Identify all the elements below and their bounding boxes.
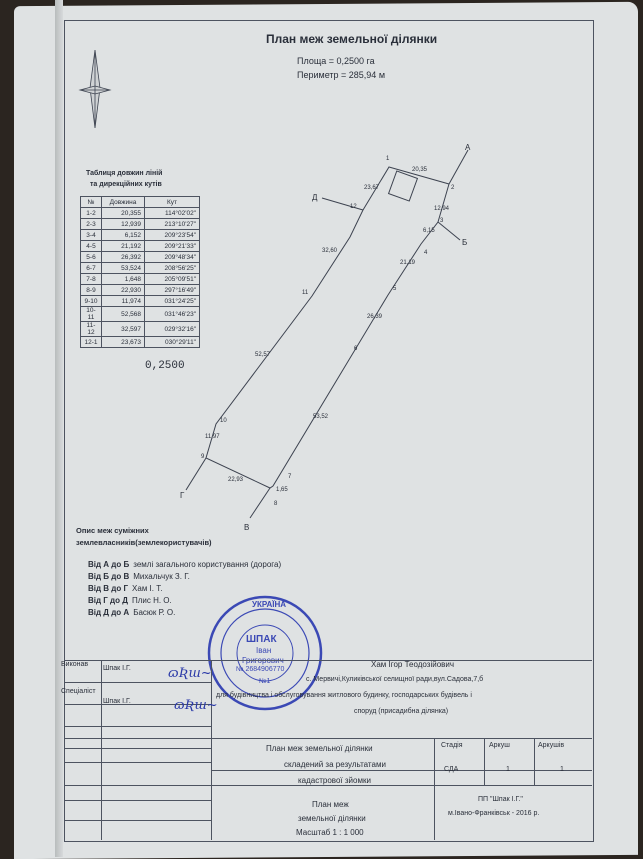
table-row bbox=[81, 219, 200, 230]
length-table bbox=[80, 196, 200, 348]
table-row bbox=[81, 296, 200, 307]
pt-5: 5 bbox=[393, 286, 397, 292]
neighbor-a: А bbox=[465, 143, 471, 152]
role-executor: Виконав bbox=[61, 661, 89, 668]
len-2-3: 12,94 bbox=[434, 206, 450, 212]
table-cell: 6,152 bbox=[102, 230, 145, 241]
table-cell: 21,192 bbox=[102, 241, 145, 252]
desc-title-line2: землевласників(землекористувачів) bbox=[76, 538, 212, 547]
role-specialist: Спеціаліст bbox=[61, 688, 96, 695]
pt-2: 2 bbox=[451, 185, 455, 191]
value-sheet: 1 bbox=[506, 766, 510, 773]
table-cell: 53,524 bbox=[102, 263, 145, 274]
table-cell: 20,355 bbox=[102, 208, 145, 219]
neighbor-desc-owner: землі загального користування (дорога) bbox=[133, 560, 282, 569]
table-cell: 11-12 bbox=[81, 322, 102, 337]
table-cell: 209°21'33" bbox=[145, 241, 200, 252]
table-cell: 031°46'23" bbox=[145, 307, 200, 322]
neighbor-line-d bbox=[322, 198, 363, 210]
table-cell: 32,597 bbox=[102, 322, 145, 337]
pt-8: 8 bbox=[274, 501, 278, 507]
parcel-area-label: 0,2500 bbox=[145, 360, 185, 372]
table-cell: 3-4 bbox=[81, 230, 102, 241]
table-cell: 2-3 bbox=[81, 219, 102, 230]
table-cell: 10-11 bbox=[81, 307, 102, 322]
table-cell: 1-2 bbox=[81, 208, 102, 219]
pt-9: 9 bbox=[201, 454, 205, 460]
neighbor-desc-range: Від В до Г bbox=[88, 584, 129, 593]
table-header: № bbox=[81, 197, 102, 208]
table-caption-line2: та дирекційних кутів bbox=[90, 181, 162, 188]
pt-12: 12 bbox=[350, 204, 357, 210]
pt-4: 4 bbox=[424, 250, 428, 256]
neighbor-g: Г bbox=[180, 491, 185, 500]
table-row bbox=[81, 307, 200, 322]
table-row bbox=[81, 230, 200, 241]
table-cell: 209°23'54" bbox=[145, 230, 200, 241]
table-caption bbox=[86, 168, 162, 190]
table-cell: 4-5 bbox=[81, 241, 102, 252]
neighbor-desc-row bbox=[88, 584, 162, 593]
len-6-7: 53,52 bbox=[313, 414, 329, 420]
desc-title-line1: Опис меж суміжних bbox=[76, 526, 149, 535]
table-cell: 5-6 bbox=[81, 252, 102, 263]
table-cell: 8-9 bbox=[81, 285, 102, 296]
pt-6: 6 bbox=[354, 346, 358, 352]
city-year: м.Івано-Франківськ - 2016 р. bbox=[448, 810, 540, 817]
signature-icon: ɷƦш~ bbox=[168, 666, 212, 681]
value-stage: СДА bbox=[444, 766, 459, 773]
stamp-firstname: Іван bbox=[256, 646, 272, 655]
doc-name-line2: складений за результатами bbox=[284, 760, 386, 769]
pt-7: 7 bbox=[288, 474, 292, 480]
table-cell: 9-10 bbox=[81, 296, 102, 307]
table-row bbox=[81, 285, 200, 296]
len-8-9: 22,93 bbox=[228, 477, 244, 483]
purpose-line1: для будівництва і обслуговування житлового будинку, господарських будівель і bbox=[216, 692, 472, 699]
perimeter-value: Периметр = 285,94 м bbox=[297, 70, 386, 80]
len-9-10: 11,97 bbox=[205, 434, 220, 440]
table-cell: 114°02'02" bbox=[145, 208, 200, 219]
table-header: Довжина bbox=[102, 197, 145, 208]
neighbor-desc-range: Від Г до Д bbox=[88, 596, 128, 605]
stamp-number: №1 bbox=[259, 678, 271, 685]
neighbor-b: Б bbox=[462, 238, 468, 247]
neighbor-desc-row bbox=[88, 572, 190, 581]
pt-3: 3 bbox=[440, 218, 444, 224]
table-header: Кут bbox=[145, 197, 200, 208]
pt-1: 1 bbox=[386, 156, 390, 162]
neighbor-desc-row bbox=[88, 560, 281, 569]
parcel-outline bbox=[206, 167, 449, 488]
north-arrow-icon bbox=[80, 50, 110, 128]
table-row bbox=[81, 241, 200, 252]
neighbor-desc-row bbox=[88, 596, 172, 605]
table-cell: 031°24'25" bbox=[145, 296, 200, 307]
organization: ПП "Шпак І.Г." bbox=[478, 796, 523, 803]
neighbor-v: В bbox=[244, 523, 250, 532]
stamp-patronymic: Григорович bbox=[242, 656, 284, 665]
table-row bbox=[81, 252, 200, 263]
plan-label-line1: План меж bbox=[312, 800, 349, 809]
doc-name-line3: кадастрової зйомки bbox=[298, 776, 371, 785]
document-title: План меж земельної ділянки bbox=[266, 32, 438, 46]
table-cell: 030°29'11" bbox=[145, 337, 200, 348]
len-1-2: 20,35 bbox=[412, 167, 428, 173]
neighbor-desc-range: Від Д до А bbox=[88, 608, 130, 617]
table-row bbox=[81, 322, 200, 337]
plan-label-line2: земельної ділянки bbox=[298, 814, 366, 823]
neighbor-line-b bbox=[438, 222, 460, 240]
stamp-ring-text: УКРАЇНА bbox=[252, 600, 287, 609]
stamp-code: № 2684906770 bbox=[236, 666, 285, 673]
len-7-8: 1,65 bbox=[276, 487, 288, 493]
table-row bbox=[81, 208, 200, 219]
neighbors-description-title bbox=[76, 525, 212, 549]
stamp-name: ШПАК bbox=[246, 634, 277, 645]
owner-name: Хам Ігор Теодозійович bbox=[371, 660, 455, 669]
value-sheets: 1 bbox=[560, 766, 564, 773]
table-cell: 23,673 bbox=[102, 337, 145, 348]
title-block bbox=[61, 660, 592, 840]
scale-label: Масштаб 1 : 1 000 bbox=[296, 828, 364, 837]
len-5-6: 26,39 bbox=[367, 314, 383, 320]
table-cell: 029°32'16" bbox=[145, 322, 200, 337]
header-sheets: Аркушів bbox=[538, 742, 565, 749]
neighbor-desc-owner: Басюк Р. О. bbox=[133, 608, 176, 617]
table-cell: 12,939 bbox=[102, 219, 145, 230]
table-row bbox=[81, 337, 200, 348]
len-4-5: 21,19 bbox=[400, 260, 416, 266]
header-stage: Стадія bbox=[441, 742, 463, 749]
table-cell: 26,392 bbox=[102, 252, 145, 263]
neighbor-desc-owner: Хам І. Т. bbox=[132, 584, 163, 593]
table-row bbox=[81, 263, 200, 274]
pt-10: 10 bbox=[220, 418, 227, 424]
len-11-12: 32,60 bbox=[322, 248, 338, 254]
specialist-name: Шпак І.Г. bbox=[103, 698, 131, 705]
area-value: Площа = 0,2500 га bbox=[297, 56, 375, 66]
neighbor-desc-owner: Михальчук З. Г. bbox=[133, 572, 190, 581]
parcel-address: с. Мервичі,Куликівської селищної ради,вул.Садова,7,б bbox=[306, 676, 484, 683]
table-cell: 205°09'51" bbox=[145, 274, 200, 285]
neighbor-desc-range: Від А до Б bbox=[88, 560, 130, 569]
purpose-line2: споруд (присадибна ділянка) bbox=[354, 708, 449, 715]
neighbor-d: Д bbox=[312, 193, 318, 202]
table-caption-line1: Таблиця довжин ліній bbox=[86, 170, 163, 177]
signature-icon: ɷƦш~ bbox=[174, 698, 218, 713]
table-cell: 209°48'34" bbox=[145, 252, 200, 263]
table-cell: 7-8 bbox=[81, 274, 102, 285]
table-cell: 12-1 bbox=[81, 337, 102, 348]
table-row bbox=[81, 274, 200, 285]
neighbor-desc-owner: Плис Н. О. bbox=[131, 596, 172, 605]
neighbor-line-g bbox=[186, 458, 206, 490]
doc-name-line1: План меж земельної ділянки bbox=[266, 744, 373, 753]
neighbor-line-a bbox=[449, 150, 468, 184]
building-outline bbox=[389, 171, 418, 201]
len-12-1: 23,67 bbox=[364, 185, 380, 191]
neighbor-desc-range: Від Б до В bbox=[88, 572, 130, 581]
table-cell: 52,568 bbox=[102, 307, 145, 322]
executor-name: Шпак І.Г. bbox=[103, 665, 131, 672]
table-cell: 1,648 bbox=[102, 274, 145, 285]
neighbor-desc-row bbox=[88, 608, 175, 617]
header-sheet: Аркуш bbox=[489, 742, 510, 749]
table-header-row bbox=[81, 197, 200, 208]
pt-11: 11 bbox=[302, 290, 309, 296]
neighbor-line-v bbox=[250, 488, 270, 518]
table-cell: 6-7 bbox=[81, 263, 102, 274]
table-cell: 213°10'27" bbox=[145, 219, 200, 230]
table-cell: 22,930 bbox=[102, 285, 145, 296]
len-10-11: 52,57 bbox=[255, 352, 271, 358]
table-cell: 297°16'49" bbox=[145, 285, 200, 296]
len-3-4: 6,15 bbox=[423, 228, 435, 234]
table-cell: 11,974 bbox=[102, 296, 145, 307]
table-cell: 208°56'25" bbox=[145, 263, 200, 274]
